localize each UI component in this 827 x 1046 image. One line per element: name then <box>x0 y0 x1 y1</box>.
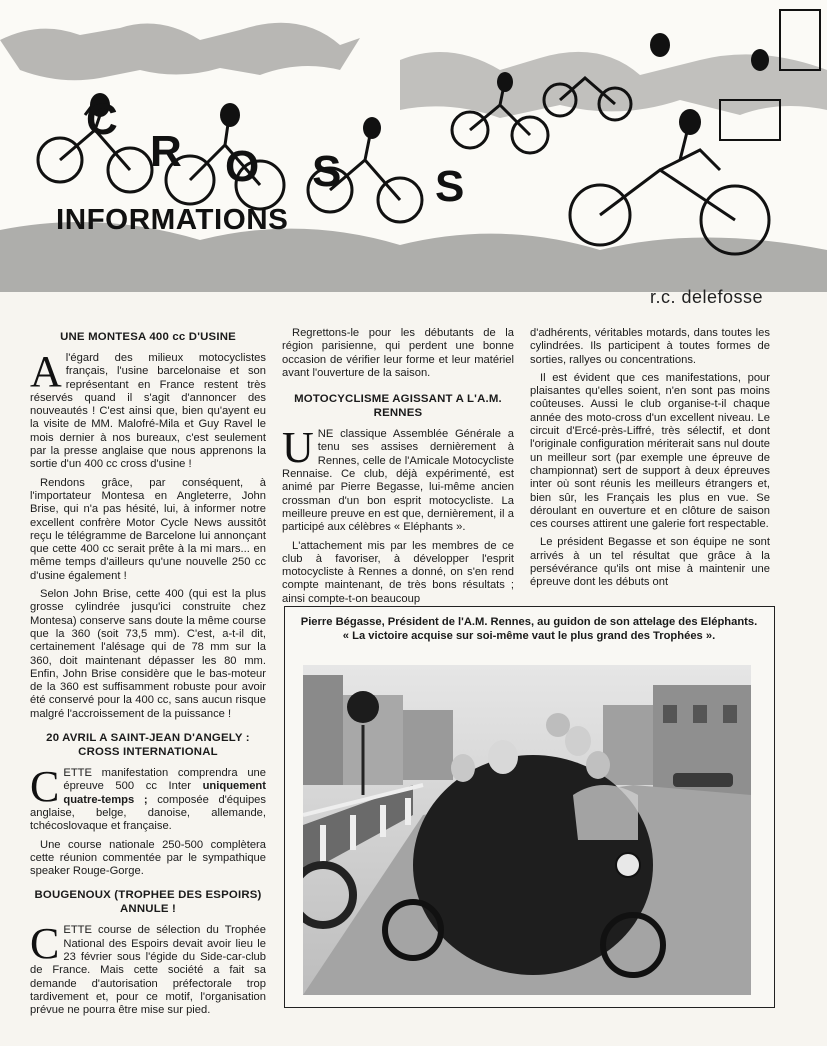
article-paragraph: L'attachement mis par les membres de ce club à favoriser, à développer l'esprit motocycliste à Rennes a donné, on s'en rend compte maintenant, de très bons résultats ; ainsi compte-t-on beaucoup <box>282 539 514 605</box>
column-2 <box>282 327 514 611</box>
cross-letter-s2: S <box>435 162 465 211</box>
article-heading-montesa: UNE MONTESA 400 cc D'USINE <box>60 331 236 343</box>
column-3 <box>530 327 770 595</box>
column-1 <box>30 330 266 1022</box>
article-paragraph: CETTE manifestation comprendra une épreuve 500 cc Inter uniquement quatre-temps ; composée d'équipes anglaise, belge, danoise, allemande, tchécoslovaque et française. <box>30 762 266 833</box>
author-byline: r.c. delefosse <box>649 287 763 307</box>
sidecar-photo-image <box>303 665 751 995</box>
article-heading-rennes: MOTOCYCLISME AGISSANT A L'A.M. RENNES <box>294 393 502 420</box>
article-heading-bougenoux: BOUGENOUX (TROPHEE DES ESPOIRS) ANNULE ! <box>34 889 262 916</box>
section-subtitle: INFORMATIONS <box>56 204 289 236</box>
header-banner <box>0 0 827 292</box>
cross-letter-o: O <box>225 142 260 191</box>
article-paragraph: Il est évident que ces manifestations, pour plaisantes qu'elles soient, n'en sont pas moins coûteuses. Aussi le club organise-t-il chaque année des moto-cross d'un excellent niveau. Le circuit d'Ercé-près-Liffré, très sélectif, et dont l'originale configuration mériterait sans nul doute un meilleur sort (par exemple une épreuve de championnat) sert de support à deux épreuves inter où sont réunis les meilleurs étrangers et, bien sûr, les Français les plus en vue. Se déroulant en ouverture et en clôture de saison ces courses attirent une galerie fort respectable. <box>530 371 770 531</box>
article-paragraph: Selon John Brise, cette 400 (qui est la plus grosse cylindrée jusqu'ici construite chez Montesa) conserve sans doute la même course que la 360 (soit 73,5 mm). C'est, a-t-il dit, certainement l'alésage qui de 78 mm sur la 360, doit maintenant dépasser les 80 mm. Enfin, John Brise considère que le bas-moteur de la 360 est suffisamment robuste pour avoir été conservé pour la 400 cc, sans aucun risque malgré l'accroissement de la puissance ! <box>30 588 266 720</box>
article-paragraph: UNE classique Assemblée Générale a tenu ses assises dernièrement à Rennes, celle de l'Amicale Motocycliste Rennaise. Ce club, déjà expérimenté, est animé par Pierre Begasse, lui-même ancien crossman d'un bon esprit motocycliste. La meilleure preuve en est que, dernièrement, il a participé aux célèbres « Eléphants ». <box>282 423 514 534</box>
dropcap: C <box>30 762 60 812</box>
dropcap: A <box>30 347 62 396</box>
article-heading-saint-jean: 20 AVRIL A SAINT-JEAN D'ANGELY : CROSS INTERNATIONAL <box>46 732 250 759</box>
article-paragraph: Al'égard des milieux motocyclistes français, l'usine barcelonaise et son représentant en France restent très réservés quand il s'agit d'annoncer des nouveautés ! C'est ainsi que, bien qu'ayent eu la visite de MM. Malofré-Mila et Guy Ravel le mois dernier à nos bureaux, c'est seulement par la presse anglaise que nous apprenons la sortie d'un 400 cc cross d'usine ! <box>30 347 266 471</box>
cross-letter-c: C <box>86 95 118 144</box>
article-paragraph: Une course nationale 250-500 complètera cette réunion commentée par le sympathique speaker Rouge-Gorge. <box>30 838 266 878</box>
cross-letter-r: R <box>150 127 182 176</box>
sidecar-photo <box>303 665 751 995</box>
article-paragraph: d'adhérents, véritables motards, dans toutes les cylindrées. Ils participent à toutes formes de sorties, rallyes ou concentrations. <box>530 327 770 366</box>
dropcap: U <box>282 423 314 473</box>
article-paragraph: Le président Begasse et son équipe ne sont arrivés à un tel résultat que grâce à la persévérance qu'ils ont mise à maintenir une épreuve dont les débuts ont <box>530 536 770 589</box>
article-paragraph: Rendons grâce, par conséquent, à l'importateur Montesa en Angleterre, John Brise, qui n'a pas hésité, lui, à informer notre excellent confrère Motor Cycle News aussitôt reçu le télégramme de Barcelone lui annonçant que cette 400 cc serait prête à la mi mars... en même temps d'ailleurs qu'une nouvelle 250 cc d'usine également ! <box>30 476 266 582</box>
photo-box <box>284 606 775 1008</box>
photo-caption: Pierre Bégasse, Président de l'A.M. Rennes, au guidon de son attelage des Eléphants. « La victoire acquise sur soi-même vaut le plus grand des Trophées ». <box>300 616 758 642</box>
dropcap: C <box>30 919 60 969</box>
article-paragraph: Regrettons-le pour les débutants de la région parisienne, qui perdent une bonne occasion de vérifier leur forme et leur matériel avant l'ouverture de la saison. <box>282 327 514 379</box>
motocross-illustration <box>0 0 827 292</box>
article-paragraph: CETTE course de sélection du Trophée National des Espoirs devait avoir lieu le 23 février sous l'égide du Side-car-club de France. Mais cette société a fait sa demande d'autorisation préfectorale trop tardivement et, pour ce motif, l'organisation prévue ne pourra être mise sur pied. <box>30 919 266 1017</box>
cross-letter-s1: S <box>312 147 342 196</box>
